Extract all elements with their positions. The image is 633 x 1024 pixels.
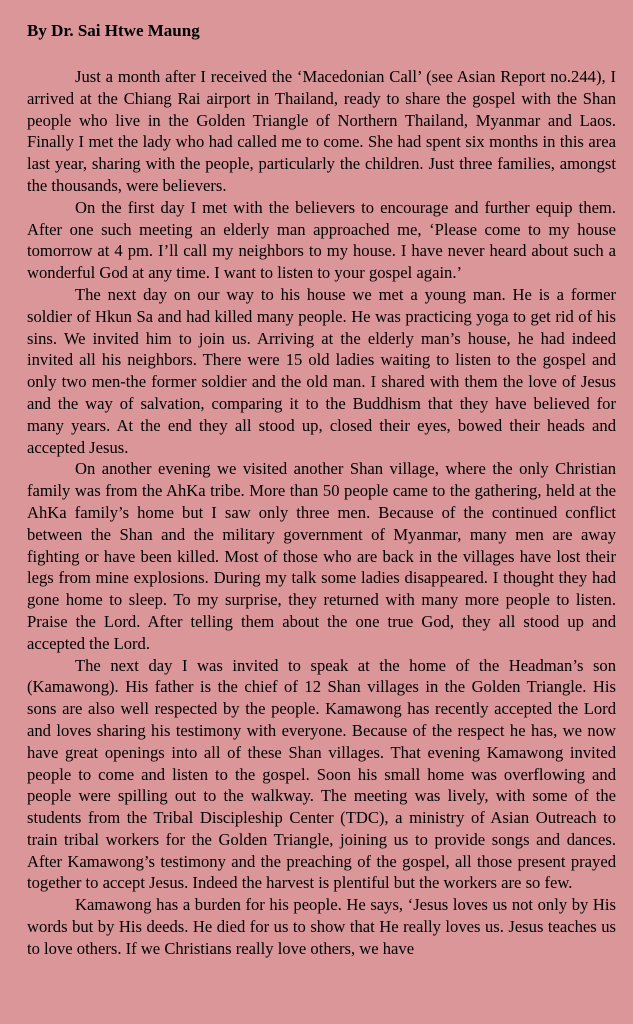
paragraph-3: The next day on our way to his house we met a young man. He is a former soldier of Hkun Sa and had killed many people. He was practicing yoga to get rid of his sins. We invited him to join us. Arriving at the elderly man’s house, he had indeed invited all his neighbors. There were 15 old ladies waiting to listen to the gospel and only two men-the former soldier and the old man. I shared with them the love of Jesus and the way of salvation, comparing it to the Buddhism that they have believed for many years. At the end they all stood up, closed their eyes, bowed their heads and accepted Jesus. — [27, 284, 616, 457]
paragraph-6: Kamawong has a burden for his people. He says, ‘Jesus loves us not only by His words but by His deeds. He died for us to show that He really loves us. Jesus teaches us to love others. If we Christians really love others, we have — [27, 895, 616, 958]
author-byline: By Dr. Sai Htwe Maung — [27, 21, 200, 40]
paragraph-5: The next day I was invited to speak at the home of the Headman’s son (Kamawong). His father is the chief of 12 Shan villages in the Golden Triangle. His sons are also well respected by the people. Kamawong has recently accepted the Lord and loves sharing his testimony with everyone. Because of the respect he has, we now have great openings into all of these Shan villages. That evening Kamawong invited people to come and listen to the gospel. Soon his small home was overflowing and people were spilling out to the walkway. The meeting was lively, with some of the students from the Tribal Discipleship Center (TDC), a ministry of Asian Outreach to train tribal workers for the Golden Triangle, joining us to provide songs and dances. After Kamawong’s testimony and the preaching of the gospel, all those present prayed together to accept Jesus. Indeed the harvest is plentiful but the workers are so few. — [27, 655, 616, 893]
paragraph-1: Just a month after I received the ‘Macedonian Call’ (see Asian Report no.244), I arrived at the Chiang Rai airport in Thailand, ready to share the gospel with the Shan people who live in the Golden Triangle of Northern Thailand, Myanmar and Laos. Finally I met the lady who had called me to come. She had spent six months in this area last year, sharing with the people, particularly the children. Just three families, amongst the thousands, were believers. — [27, 67, 616, 195]
paragraph-4: On another evening we visited another Shan village, where the only Christian family was from the AhKa tribe. More than 50 people came to the gathering, held at the AhKa family’s home but I saw only three men. Because of the continued conflict between the Shan and the military government of Myanmar, many men are away fighting or have been killed. Most of those who are back in the villages have lost their legs from mine explosions. During my talk some ladies disappeared. I thought they had gone home to sleep. To my surprise, they returned with many more people to listen. Praise the Lord. After telling them about the one true God, they all stood up and accepted the Lord. — [27, 459, 616, 653]
paragraph-2: On the first day I met with the believers to encourage and further equip them. After one such meeting an elderly man approached me, ‘Please come to my house tomorrow at 4 pm. I’ll call my neighbors to my house. I have never heard about such a wonderful God at any time. I want to listen to your gospel again.’ — [27, 197, 616, 283]
